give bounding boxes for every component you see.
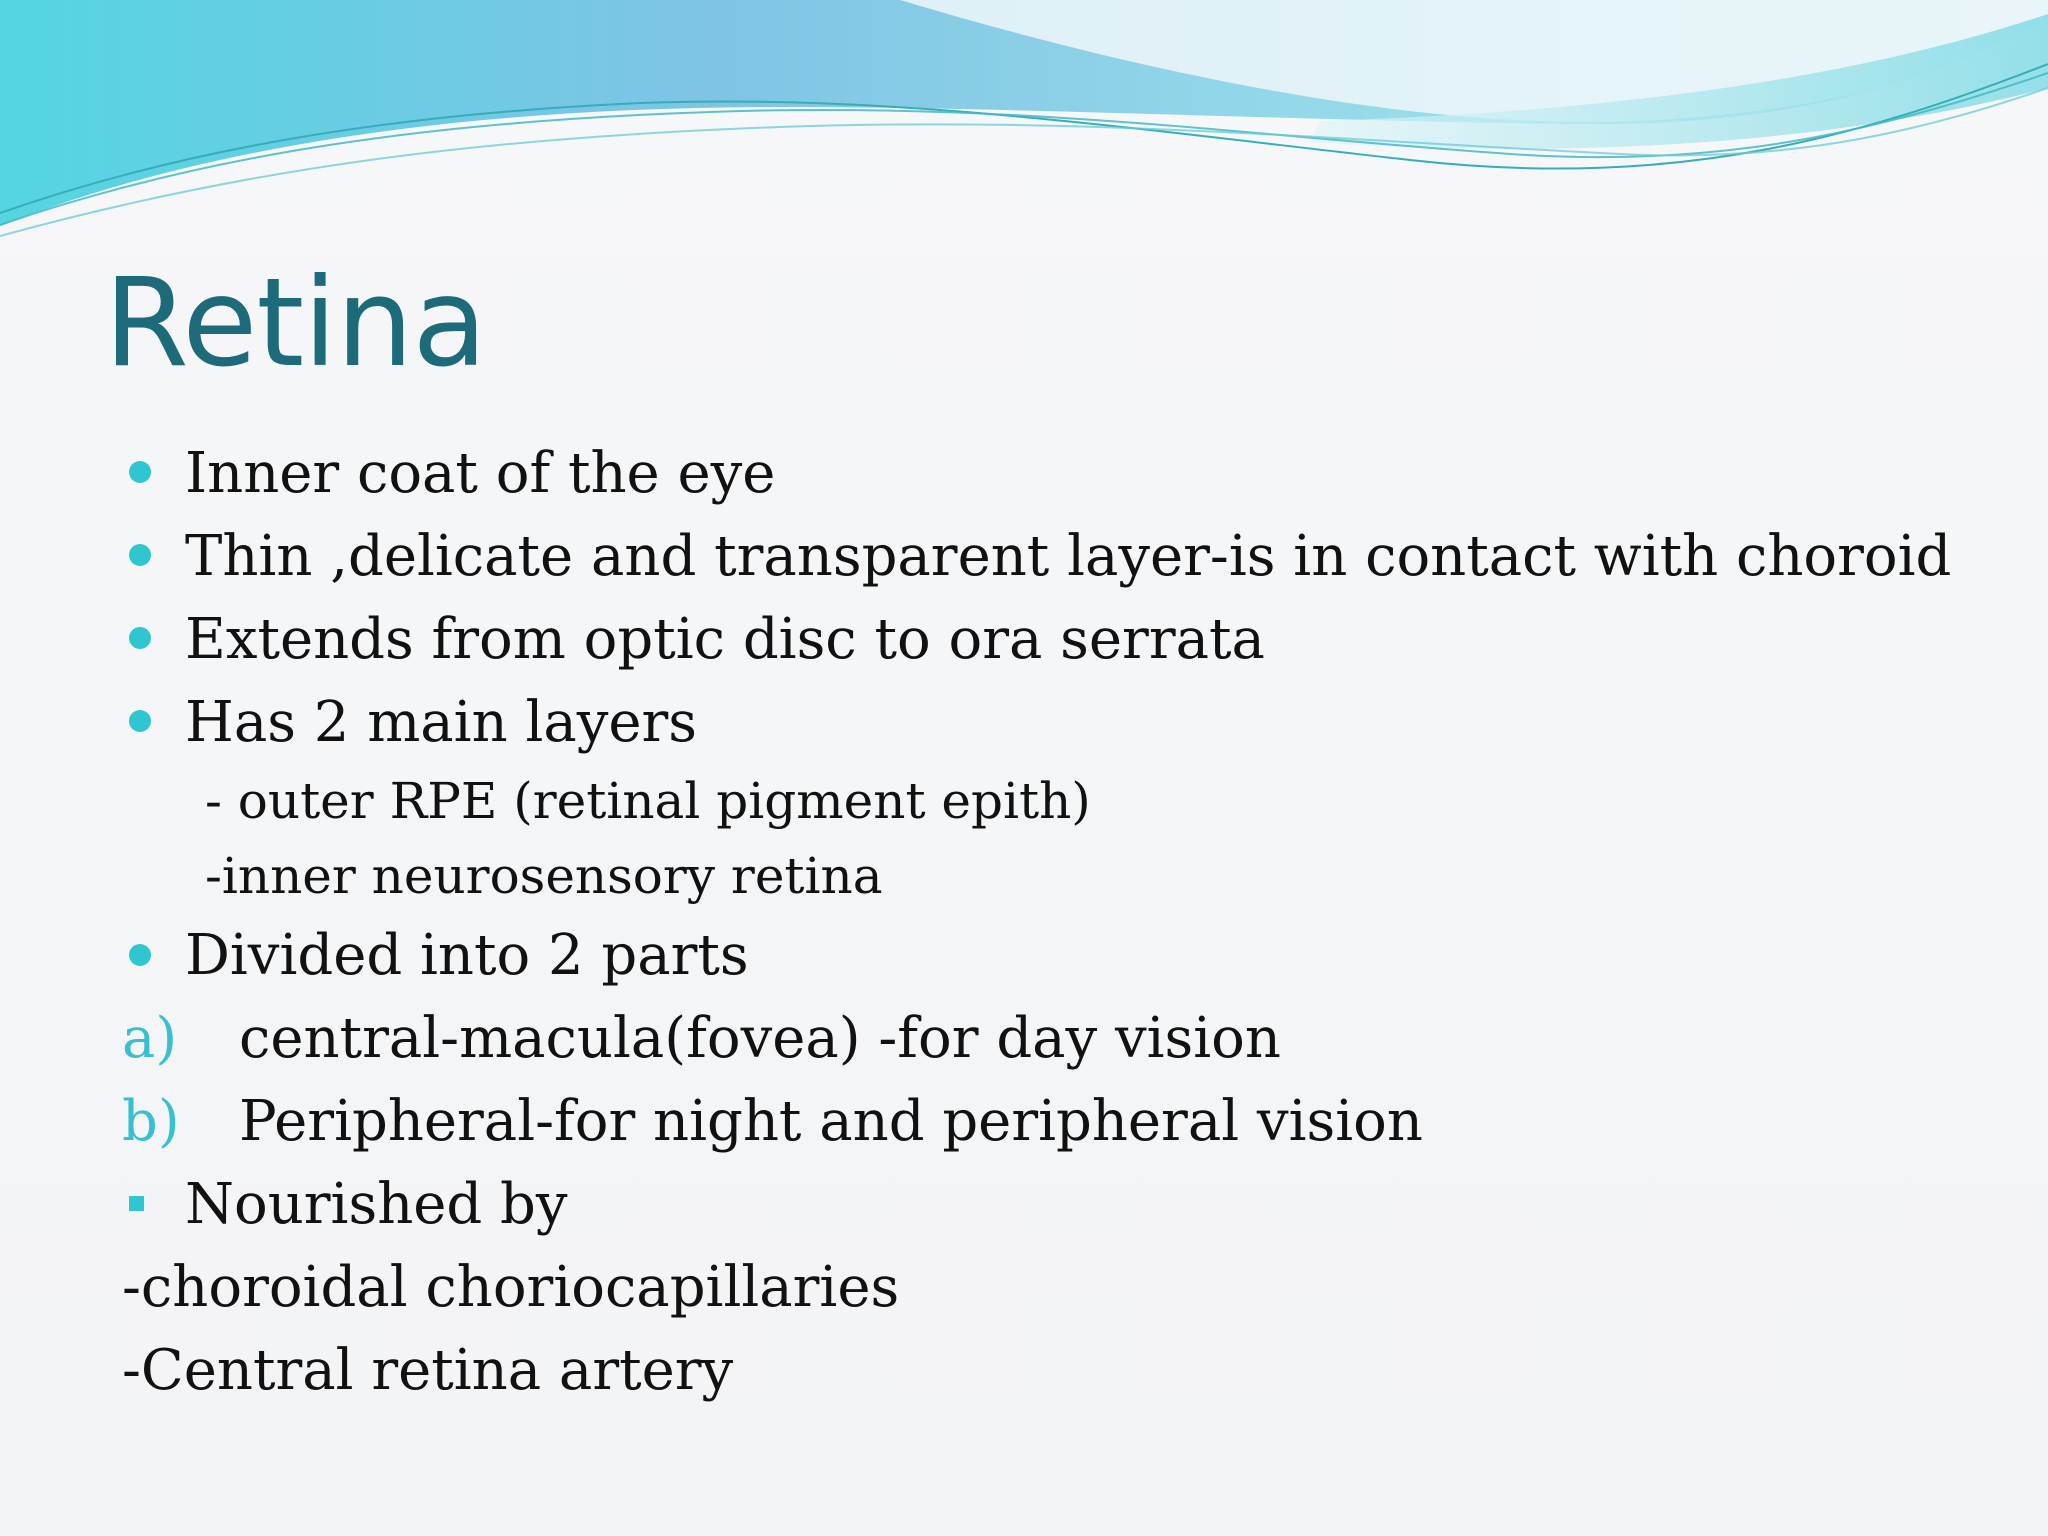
bullet-extends: Extends from optic disc to ora serrata — [185, 607, 1265, 672]
bullet-dot-icon — [129, 710, 151, 732]
slide-title: Retina — [104, 252, 487, 394]
nourished-item-central-artery: -Central retina artery — [122, 1338, 734, 1403]
bullet-thin-layer: Thin ,delicate and transparent layer-is in contact with choroid — [185, 524, 1952, 589]
part-item-b: Peripheral-for night and peripheral vision — [239, 1089, 1423, 1154]
bullet-main-layers: Has 2 main layers — [185, 690, 698, 755]
part-marker-b: b) — [122, 1089, 180, 1154]
layer-item-outer: - outer RPE (retinal pigment epith) — [205, 772, 1091, 830]
bullet-dot-icon — [129, 461, 151, 483]
layer-item-inner: -inner neurosensory retina — [205, 847, 883, 905]
part-item-a: central-macula(fovea) -for day vision — [239, 1006, 1281, 1071]
part-marker-a: a) — [122, 1006, 178, 1071]
nourished-item-choroidal: -choroidal choriocapillaries — [122, 1255, 900, 1320]
bullet-dot-icon — [129, 944, 151, 966]
bullet-nourished: Nourished by — [185, 1172, 568, 1237]
bullet-inner-coat: Inner coat of the eye — [185, 441, 776, 506]
bullet-dot-icon — [129, 627, 151, 649]
bullet-divided-parts: Divided into 2 parts — [185, 923, 749, 988]
bullet-square-icon — [129, 1196, 144, 1211]
bullet-dot-icon — [129, 544, 151, 566]
